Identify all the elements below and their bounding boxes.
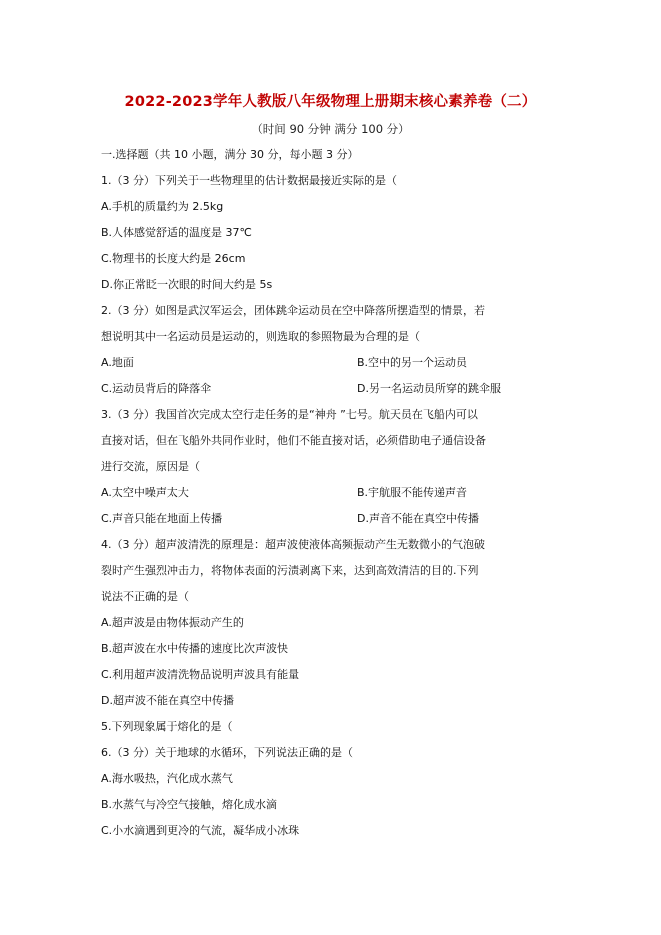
question-4-option-a: A.超声波是由物体振动产生的 — [101, 616, 244, 629]
page-title: 2022-2023学年人教版八年级物理上册期末核心素养卷（二） — [124, 94, 537, 110]
question-4-option-c: C.利用超声波清洗物品说明声波具有能量 — [101, 668, 300, 681]
question-4-option-b: B.超声波在水中传播的速度比次声波快 — [101, 642, 289, 655]
question-6-option-b: B.水蒸气与冷空气接触，熔化成水滴 — [101, 798, 278, 811]
question-2-option-c: C.运动员背后的降落伞 — [101, 382, 212, 395]
page-subtitle: （时间 90 分钟 满分 100 分） — [251, 122, 410, 136]
question-6-option-c: C.小水滴遇到更冷的气流，凝华成小冰珠 — [101, 824, 300, 837]
question-6-option-a: A.海水吸热，汽化成水蒸气 — [101, 772, 233, 785]
question-3-option-b: B.宇航服不能传递声音 — [357, 486, 468, 499]
question-2-stem-line-2: 想说明其中一名运动员是运动的，则选取的参照物最为合理的是（ — [101, 330, 420, 343]
question-5-stem: 5.下列现象属于熔化的是（ — [101, 720, 233, 733]
question-1-stem: 1.（3 分）下列关于一些物理里的估计数据最接近实际的是（ — [101, 174, 397, 187]
question-4-stem-line-3: 说法不正确的是（ — [101, 590, 189, 603]
question-3-option-c: C.声音只能在地面上传播 — [101, 512, 223, 525]
question-3-option-a: A.太空中噪声太大 — [101, 486, 189, 499]
question-3-option-d: D.声音不能在真空中传播 — [357, 512, 479, 525]
question-6-stem: 6.（3 分）关于地球的水循环，下列说法正确的是（ — [101, 746, 353, 759]
question-4-stem-line-1: 4.（3 分）超声波清洗的原理是：超声波使液体高频振动产生无数微小的气泡破 — [101, 538, 485, 551]
question-2-option-d: D.另一名运动员所穿的跳伞服 — [357, 382, 501, 395]
question-2-option-b: B.空中的另一个运动员 — [357, 356, 468, 369]
question-3-stem-line-1: 3.（3 分）我国首次完成太空行走任务的是“神舟 ”七号。航天员在飞船内可以 — [101, 408, 478, 421]
question-4-option-d: D.超声波不能在真空中传播 — [101, 694, 234, 707]
section-heading: 一.选择题（共 10 小题，满分 30 分，每小题 3 分） — [101, 148, 359, 161]
question-3-stem-line-2: 直接对话，但在飞船外共同作业时，他们不能直接对话，必须借助电子通信设备 — [101, 434, 486, 447]
question-4-stem-line-2: 裂时产生强烈冲击力，将物体表面的污渍剥离下来，达到高效清洁的目的.下列 — [101, 564, 479, 577]
question-1-option-d: D.你正常眨一次眼的时间大约是 5s — [101, 278, 273, 291]
question-1-option-c: C.物理书的长度大约是 26cm — [101, 252, 246, 265]
question-1-option-a: A.手机的质量约为 2.5kg — [101, 200, 224, 213]
question-3-stem-line-3: 进行交流，原因是（ — [101, 460, 200, 473]
question-2-stem-line-1: 2.（3 分）如图是武汉军运会，团体跳伞运动员在空中降落所摆造型的情景，若 — [101, 304, 485, 317]
question-2-option-a: A.地面 — [101, 356, 134, 369]
question-1-option-b: B.人体感觉舒适的温度是 37℃ — [101, 226, 252, 239]
